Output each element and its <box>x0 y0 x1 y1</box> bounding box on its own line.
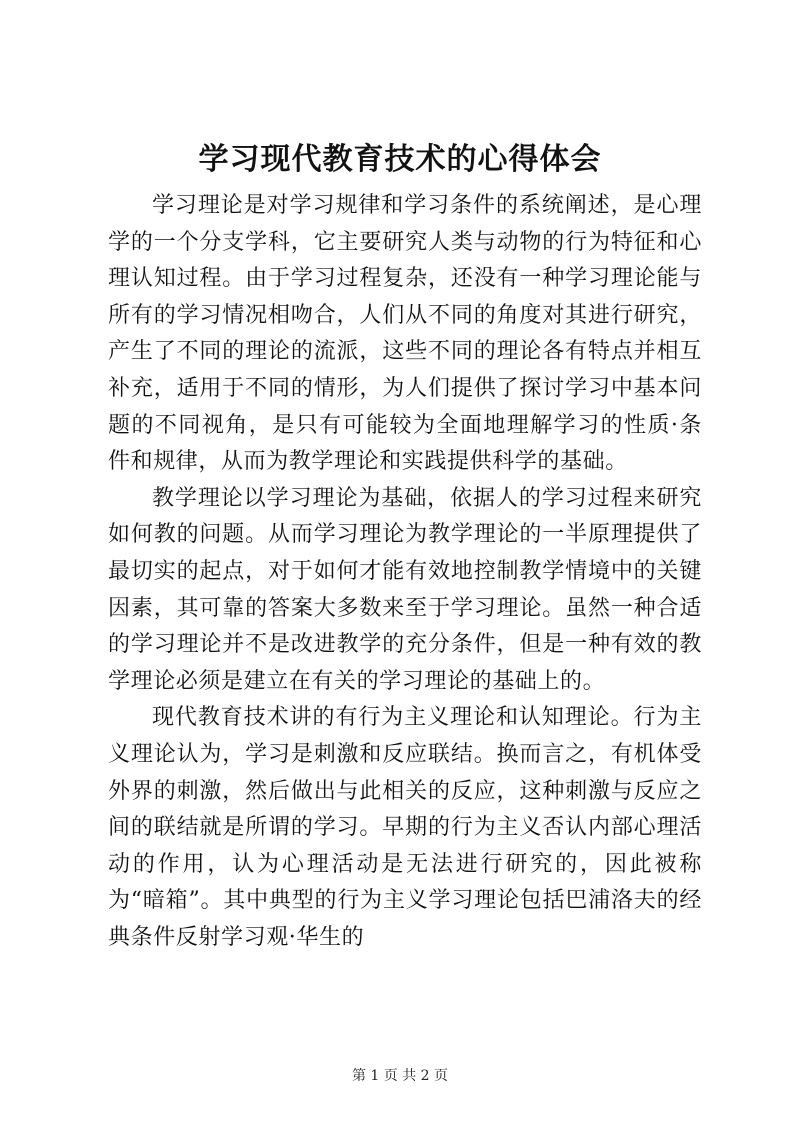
paragraph-1: 学习理论是对学习规律和学习条件的系统阐述，是心理学的一个分支学科，它主要研究人类与动物的行为特征和心理认知过程。由于学习过程复杂，还没有一种学习理论能与所有的学习情况相吻合，人们从不同的角度对其进行研究，产生了不同的理论的流派，这些不同的理论各有特点并相互补充，适用于不同的情形，为人们提供了探讨学习中基本问题的不同视角，是只有可能较为全面地理解学习的性质·条件和规律，从而为教学理论和实践提供科学的基础。 <box>108 193 702 475</box>
document-body <box>108 188 702 956</box>
paragraph-3: 现代教育技术讲的有行为主义理论和认知理论。行为主义理论认为，学习是刺激和反应联结。换而言之，有机体受外界的刺激，然后做出与此相关的反应，这种刺激与反应之间的联结就是所谓的学习。早期的行为主义否认内部心理活动的作用，认为心理活动是无法进行研究的，因此被称为“暗箱”。其中典型的行为主义学习理论包括巴浦洛夫的经典条件反射学习观·华生的 <box>108 705 702 950</box>
page-footer: 第 1 页 共 2 页 <box>351 1068 449 1084</box>
paragraph-2: 教学理论以学习理论为基础，依据人的学习过程来研究如何教的问题。从而学习理论为教学理论的一半原理提供了最切实的起点，对于如何才能有效地控制教学情境中的关键因素，其可靠的答案大多数来至于学习理论。虽然一种合适的学习理论并不是改进教学的充分条件，但是一种有效的教学理论必须是建立在有关的学习理论的基础上的。 <box>108 485 702 694</box>
page-title: 学习现代教育技术的心得体会 <box>198 142 602 177</box>
